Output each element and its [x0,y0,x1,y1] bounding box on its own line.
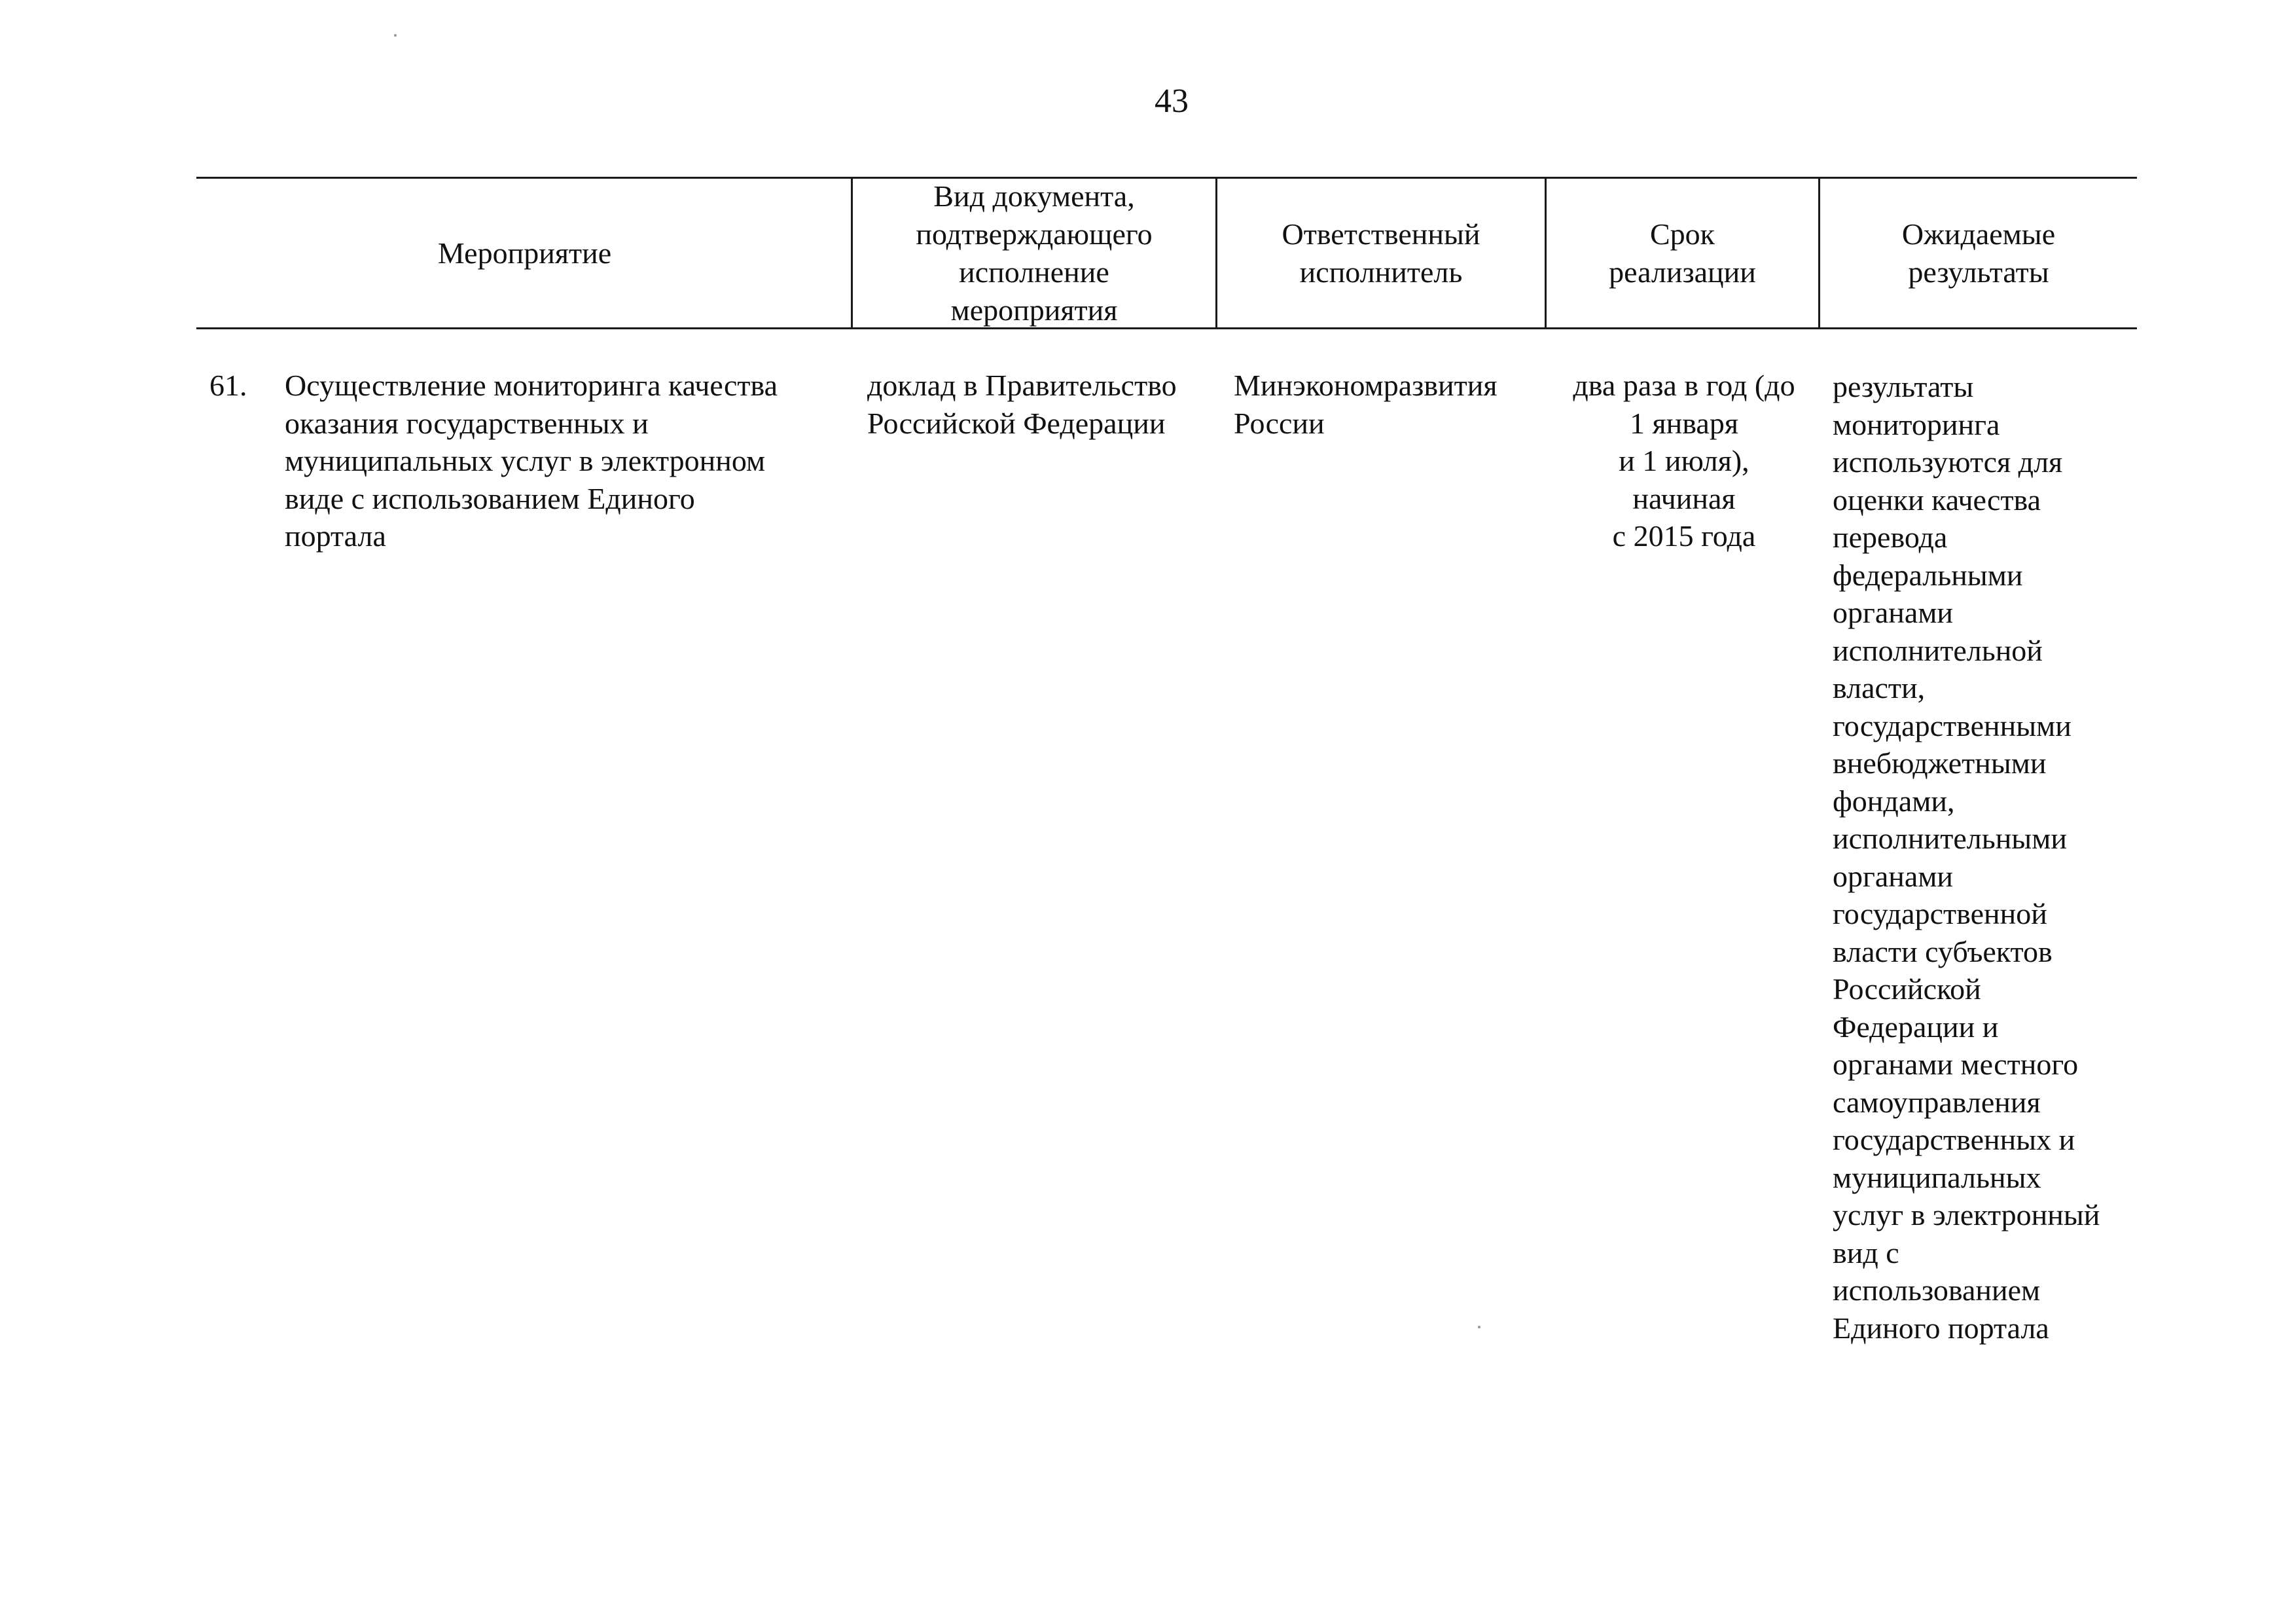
row-number: 61. [209,369,247,402]
header-deadline-label: Срок реализации [1609,217,1756,289]
header-document-type [853,179,1215,327]
row-event: Осуществление мониторинга качества оказания государственных и муниципальных услуг в электронном виде с использованием Единого портала [285,369,778,553]
page-number: 43 [1155,82,1189,120]
header-deadline [1547,179,1818,327]
row-deadline: два раза в год (до 1 января и 1 июля), начиная с 2015 года [1573,369,1795,553]
row-document-type: доклад в Правительство Российской Федерации [867,369,1177,440]
table-header-bottom-rule [196,327,2137,329]
scan-speck [1478,1326,1480,1328]
header-executor-label: Ответственный исполнитель [1282,217,1480,289]
header-document-type-label: Вид документа, подтверждающего исполнение мероприятия [916,179,1153,327]
header-executor [1217,179,1545,327]
row-results: результаты мониторинга используются для оценки качества перевода федеральными органами исполнительной власти, государственными внебюджетными фондами, исполнительными органами государственной власти субъектов Российской Федерации и органами местного самоуправления государственных и муниципальных услуг в электронный вид с использованием Единого портала [1833,370,2100,1345]
header-event [198,179,851,327]
header-results-label: Ожидаемые результаты [1901,217,2056,289]
header-event-label: Мероприятие [437,236,612,270]
header-results [1820,179,2137,327]
row-executor: Минэкономразвития России [1234,369,1498,440]
scan-speck [394,34,397,37]
